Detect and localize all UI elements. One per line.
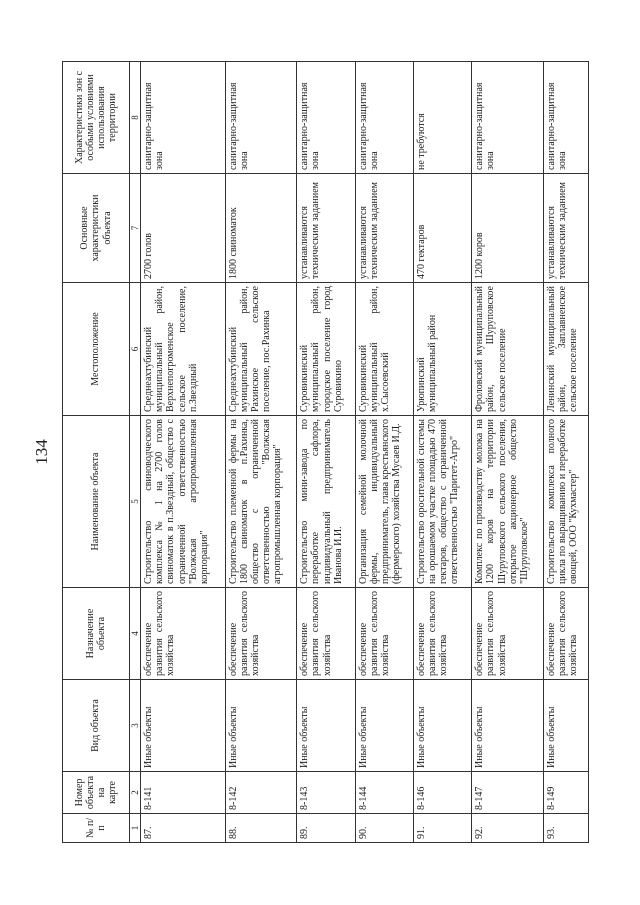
table-cell: обеспечение развития сельского хозяйства — [141, 588, 226, 680]
rotated-table-wrapper — [62, 62, 589, 843]
table-cell: 2700 голов — [141, 174, 226, 283]
objects-table — [62, 61, 589, 843]
page-number: 134 — [32, 439, 51, 465]
table-cell: санитарно-защитная зона — [141, 62, 226, 174]
table-cell: обеспечение развития сельского хозяйства — [413, 588, 471, 680]
table-cell: обеспечение развития сельского хозяйства — [543, 588, 588, 680]
table-cell: санитарно-защитная зона — [472, 62, 543, 174]
table-cell: Строительство племенной фермы на 1800 свиноматок в п.Рахинка, общество с ограниченной ответственностью "Волжская агропромышленная корпорация" — [225, 416, 296, 588]
table-cell: Урюпинский муниципальный район — [413, 283, 471, 416]
table-cell: Иные объекты — [225, 680, 296, 772]
header-cell: Вид объекта — [63, 680, 130, 772]
table-cell: 1200 коров — [472, 174, 543, 283]
table-cell: санитарно-защитная зона — [543, 62, 588, 174]
column-number-row — [130, 62, 141, 843]
table-cell: Суровикинский муниципальный район, городское поселение город Суровикино — [297, 283, 355, 416]
table-cell: Суровикинский муниципальный район, х.Сысоевский — [355, 283, 413, 416]
table-cell: Иные объекты — [141, 680, 226, 772]
table-cell: Иные объекты — [297, 680, 355, 772]
table-row — [225, 62, 296, 843]
table-cell: 8-142 — [225, 772, 296, 814]
column-number: 2 — [130, 772, 141, 814]
table-cell: 8-149 — [543, 772, 588, 814]
table-cell: 92. — [472, 814, 543, 843]
table-cell: Фроловский муниципальный район, Шуруповское сельское поселение — [472, 283, 543, 416]
table-cell: санитарно-защитная зона — [355, 62, 413, 174]
table-cell: Строительство свиноводческого комплекса № 1 на 2700 голов свиноматок в п.Звездный, общество с ограниченной ответственностью "Волжская агропромышленная корпорация" — [141, 416, 226, 588]
table-cell: не требуются — [413, 62, 471, 174]
table-cell: 8-141 — [141, 772, 226, 814]
table-cell: 8-147 — [472, 772, 543, 814]
table-cell: Строительство комплекса полного цикла по выращиванию и переработке овощей, ООО "Кухмастер" — [543, 416, 588, 588]
table-cell: 470 гектаров — [413, 174, 471, 283]
table-row — [472, 62, 543, 843]
table-cell: Среднеахтубинский муниципальный район, Рахинское сельское поселение, пос.Рахинка — [225, 283, 296, 416]
table-row — [413, 62, 471, 843]
table-cell: 89. — [297, 814, 355, 843]
table-cell: Организация семейной молочной фермы, индивидуальный предприниматель, глава крестьянского (фермерского) хозяйства Мусаев И.Д. — [355, 416, 413, 588]
column-number: 5 — [130, 416, 141, 588]
table-cell: 87. — [141, 814, 226, 843]
table-cell: Среднеахтубинский муниципальный район, Верхнепогроменское сельское поселение, п.Звездный — [141, 283, 226, 416]
header-cell: Номер объекта на карте — [63, 772, 130, 814]
table-row — [543, 62, 588, 843]
table-cell: Ленинский муниципальный район, Заплавненское сельское поселение — [543, 283, 588, 416]
column-number: 8 — [130, 62, 141, 174]
table-cell: обеспечение развития сельского хозяйства — [472, 588, 543, 680]
table-cell: 8-144 — [355, 772, 413, 814]
column-number: 1 — [130, 814, 141, 843]
table-cell: санитарно-защитная зона — [225, 62, 296, 174]
header-cell: № п/п — [63, 814, 130, 843]
table-cell: 88. — [225, 814, 296, 843]
header-cell: Местоположение — [63, 283, 130, 416]
table-cell: 90. — [355, 814, 413, 843]
table-cell: Иные объекты — [543, 680, 588, 772]
table-cell: обеспечение развития сельского хозяйства — [297, 588, 355, 680]
table-cell: Строительство мини-завода по переработке сафлора, индивидуальный предприниматель Иванова И.И. — [297, 416, 355, 588]
header-cell: Основные характеристики объекта — [63, 174, 130, 283]
column-number: 7 — [130, 174, 141, 283]
header-row — [63, 62, 130, 843]
table-row — [297, 62, 355, 843]
table-row — [355, 62, 413, 843]
table-cell: 1800 свиноматок — [225, 174, 296, 283]
table-cell: устанавливаются техническим заданием — [355, 174, 413, 283]
table-cell: Иные объекты — [355, 680, 413, 772]
header-cell: Наименование объекта — [63, 416, 130, 588]
table-cell: Иные объекты — [413, 680, 471, 772]
table-cell: санитарно-защитная зона — [297, 62, 355, 174]
table-cell: обеспечение развития сельского хозяйства — [225, 588, 296, 680]
table-cell: Комплекс по производству молока на 1200 коров на территории Шуруповского сельского поселения, открытое акционерное общество "Шуруповское" — [472, 416, 543, 588]
table-cell: обеспечение развития сельского хозяйства — [355, 588, 413, 680]
header-cell: Назначение объекта — [63, 588, 130, 680]
column-number: 4 — [130, 588, 141, 680]
table-cell: Строительство оросительной системы на орошаемом участке площадью 470 гектаров, общество с ограниченной ответственностью "Паритет-Агро" — [413, 416, 471, 588]
table-cell: 93. — [543, 814, 588, 843]
table-cell: Иные объекты — [472, 680, 543, 772]
column-number: 3 — [130, 680, 141, 772]
header-cell: Характеристики зон с особыми условиями использования территории — [63, 62, 130, 174]
table-cell: 8-146 — [413, 772, 471, 814]
table-cell: устанавливаются техническим заданием — [543, 174, 588, 283]
column-number: 6 — [130, 283, 141, 416]
table-cell: 91. — [413, 814, 471, 843]
table-row — [141, 62, 226, 843]
table-cell: устанавливаются техническим заданием — [297, 174, 355, 283]
table-cell: 8-143 — [297, 772, 355, 814]
